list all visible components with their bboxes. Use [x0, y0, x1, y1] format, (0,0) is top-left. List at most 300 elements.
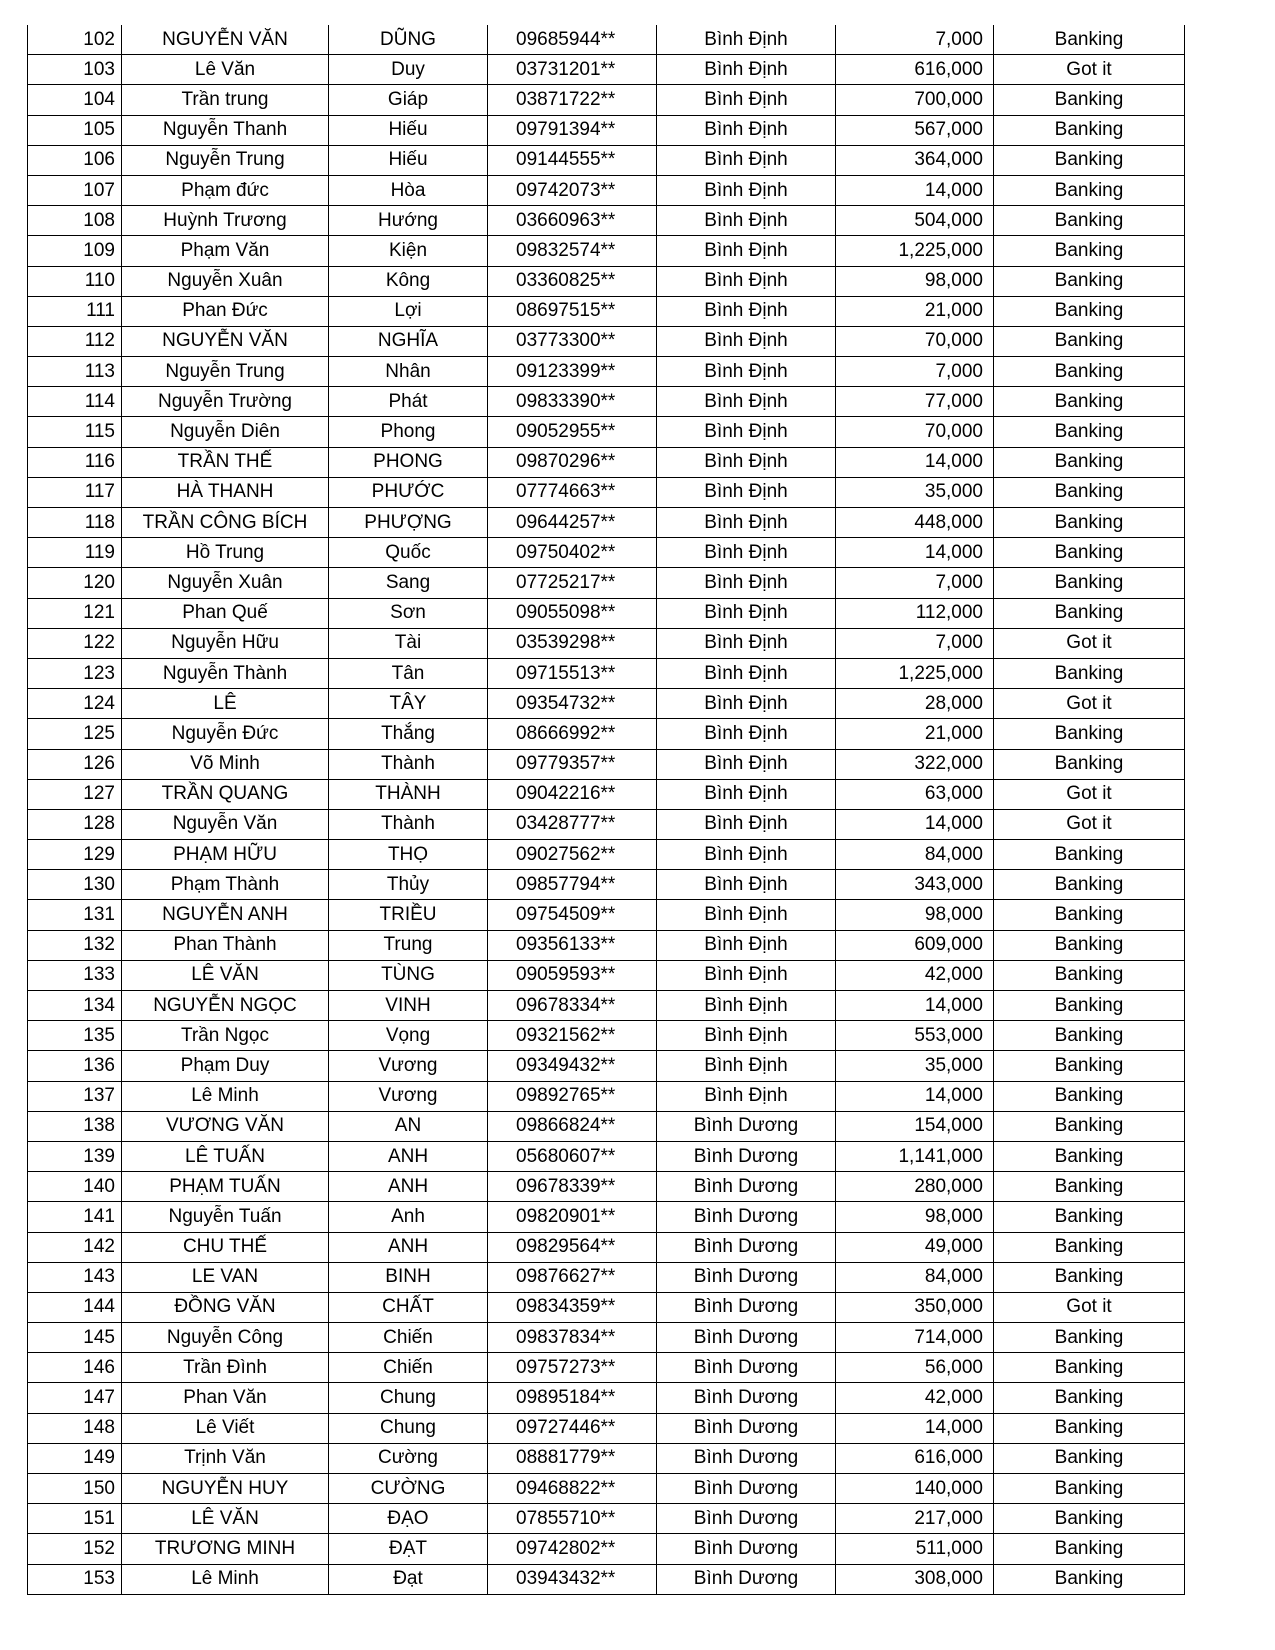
amount-cell: 7,000: [836, 568, 994, 598]
row-number: 119: [28, 538, 122, 568]
province-cell: Bình Định: [657, 900, 836, 930]
first-name-cell: Đạt: [329, 1564, 488, 1594]
table-row: [28, 749, 1185, 779]
amount-cell: 35,000: [836, 1051, 994, 1081]
status-cell: Banking: [994, 1323, 1185, 1353]
first-name-cell: THÀNH: [329, 779, 488, 809]
last-name-cell: Phạm đức: [122, 175, 329, 205]
first-name-cell: Kông: [329, 266, 488, 296]
first-name-cell: THỌ: [329, 840, 488, 870]
amount-cell: 448,000: [836, 508, 994, 538]
status-cell: Banking: [994, 1474, 1185, 1504]
status-cell: Banking: [994, 508, 1185, 538]
province-cell: Bình Định: [657, 568, 836, 598]
status-cell: Banking: [994, 25, 1185, 55]
row-number: 104: [28, 85, 122, 115]
amount-cell: 21,000: [836, 719, 994, 749]
province-cell: Bình Dương: [657, 1383, 836, 1413]
province-cell: Bình Dương: [657, 1504, 836, 1534]
province-cell: Bình Định: [657, 598, 836, 628]
table-row: [28, 115, 1185, 145]
amount-cell: 364,000: [836, 145, 994, 175]
row-number: 142: [28, 1232, 122, 1262]
first-name-cell: Phong: [329, 417, 488, 447]
last-name-cell: Nguyễn Xuân: [122, 266, 329, 296]
province-cell: Bình Định: [657, 357, 836, 387]
status-cell: Banking: [994, 960, 1185, 990]
table-row: [28, 628, 1185, 658]
table-row: [28, 508, 1185, 538]
table-row: [28, 85, 1185, 115]
status-cell: Banking: [994, 1262, 1185, 1292]
row-number: 106: [28, 145, 122, 175]
table-row: [28, 55, 1185, 85]
last-name-cell: TRƯƠNG MINH: [122, 1534, 329, 1564]
status-cell: Banking: [994, 1564, 1185, 1594]
amount-cell: 343,000: [836, 870, 994, 900]
province-cell: Bình Định: [657, 719, 836, 749]
status-cell: Banking: [994, 1141, 1185, 1171]
province-cell: Bình Định: [657, 25, 836, 55]
row-number: 130: [28, 870, 122, 900]
table-body: [28, 25, 1185, 1594]
province-cell: Bình Định: [657, 689, 836, 719]
table-row: [28, 960, 1185, 990]
row-number: 145: [28, 1323, 122, 1353]
province-cell: Bình Định: [657, 870, 836, 900]
province-cell: Bình Định: [657, 809, 836, 839]
status-cell: Banking: [994, 1504, 1185, 1534]
status-cell: Banking: [994, 598, 1185, 628]
amount-cell: 567,000: [836, 115, 994, 145]
first-name-cell: Chung: [329, 1413, 488, 1443]
phone-cell: 09742802**: [488, 1534, 657, 1564]
last-name-cell: HÀ THANH: [122, 477, 329, 507]
phone-cell: 09027562**: [488, 840, 657, 870]
province-cell: Bình Dương: [657, 1323, 836, 1353]
first-name-cell: Hiếu: [329, 145, 488, 175]
last-name-cell: Trần trung: [122, 85, 329, 115]
amount-cell: 714,000: [836, 1323, 994, 1353]
table-row: [28, 779, 1185, 809]
row-number: 103: [28, 55, 122, 85]
last-name-cell: Phan Quế: [122, 598, 329, 628]
status-cell: Banking: [994, 296, 1185, 326]
row-number: 125: [28, 719, 122, 749]
row-number: 152: [28, 1534, 122, 1564]
amount-cell: 7,000: [836, 628, 994, 658]
phone-cell: 09742073**: [488, 175, 657, 205]
phone-cell: 03360825**: [488, 266, 657, 296]
province-cell: Bình Dương: [657, 1292, 836, 1322]
table-row: [28, 266, 1185, 296]
row-number: 118: [28, 508, 122, 538]
amount-cell: 42,000: [836, 960, 994, 990]
amount-cell: 98,000: [836, 1202, 994, 1232]
status-cell: Banking: [994, 1413, 1185, 1443]
phone-cell: 03871722**: [488, 85, 657, 115]
table-row: [28, 991, 1185, 1021]
first-name-cell: BINH: [329, 1262, 488, 1292]
first-name-cell: NGHĨA: [329, 326, 488, 356]
province-cell: Bình Định: [657, 206, 836, 236]
phone-cell: 09779357**: [488, 749, 657, 779]
last-name-cell: Trần Đình: [122, 1353, 329, 1383]
status-cell: Got it: [994, 55, 1185, 85]
row-number: 114: [28, 387, 122, 417]
province-cell: Bình Định: [657, 417, 836, 447]
table-row: [28, 1353, 1185, 1383]
phone-cell: 09895184**: [488, 1383, 657, 1413]
amount-cell: 56,000: [836, 1353, 994, 1383]
last-name-cell: Lê Văn: [122, 55, 329, 85]
last-name-cell: Phạm Thành: [122, 870, 329, 900]
province-cell: Bình Dương: [657, 1172, 836, 1202]
table-row: [28, 930, 1185, 960]
province-cell: Bình Định: [657, 749, 836, 779]
status-cell: Banking: [994, 930, 1185, 960]
row-number: 102: [28, 25, 122, 55]
status-cell: Got it: [994, 628, 1185, 658]
last-name-cell: VƯƠNG VĂN: [122, 1111, 329, 1141]
first-name-cell: Phát: [329, 387, 488, 417]
first-name-cell: DŨNG: [329, 25, 488, 55]
status-cell: Banking: [994, 1081, 1185, 1111]
first-name-cell: CƯỜNG: [329, 1474, 488, 1504]
row-number: 136: [28, 1051, 122, 1081]
table-row: [28, 1383, 1185, 1413]
amount-cell: 42,000: [836, 1383, 994, 1413]
first-name-cell: CHẤT: [329, 1292, 488, 1322]
province-cell: Bình Định: [657, 658, 836, 688]
row-number: 105: [28, 115, 122, 145]
last-name-cell: Nguyễn Trường: [122, 387, 329, 417]
table-row: [28, 417, 1185, 447]
status-cell: Banking: [994, 206, 1185, 236]
status-cell: Banking: [994, 417, 1185, 447]
province-cell: Bình Định: [657, 628, 836, 658]
status-cell: Banking: [994, 85, 1185, 115]
last-name-cell: Nguyễn Đức: [122, 719, 329, 749]
first-name-cell: Cường: [329, 1443, 488, 1473]
table-row: [28, 326, 1185, 356]
phone-cell: 09685944**: [488, 25, 657, 55]
phone-cell: 09857794**: [488, 870, 657, 900]
status-cell: Banking: [994, 749, 1185, 779]
table-row: [28, 1172, 1185, 1202]
row-number: 126: [28, 749, 122, 779]
row-number: 153: [28, 1564, 122, 1594]
first-name-cell: Giáp: [329, 85, 488, 115]
table-row: [28, 538, 1185, 568]
first-name-cell: ANH: [329, 1232, 488, 1262]
last-name-cell: NGUYỄN VĂN: [122, 25, 329, 55]
table-row: [28, 357, 1185, 387]
phone-cell: 09870296**: [488, 447, 657, 477]
phone-cell: 09715513**: [488, 658, 657, 688]
phone-cell: 09042216**: [488, 779, 657, 809]
amount-cell: 1,225,000: [836, 236, 994, 266]
table-row: [28, 175, 1185, 205]
first-name-cell: Chung: [329, 1383, 488, 1413]
last-name-cell: Lê Viết: [122, 1413, 329, 1443]
amount-cell: 14,000: [836, 1081, 994, 1111]
last-name-cell: Phan Thành: [122, 930, 329, 960]
row-number: 111: [28, 296, 122, 326]
table-row: [28, 568, 1185, 598]
row-number: 128: [28, 809, 122, 839]
last-name-cell: Nguyễn Xuân: [122, 568, 329, 598]
phone-cell: 08881779**: [488, 1443, 657, 1473]
table-row: [28, 719, 1185, 749]
status-cell: Banking: [994, 1021, 1185, 1051]
phone-cell: 09052955**: [488, 417, 657, 447]
last-name-cell: Trịnh Văn: [122, 1443, 329, 1473]
amount-cell: 112,000: [836, 598, 994, 628]
row-number: 131: [28, 900, 122, 930]
last-name-cell: Phạm Duy: [122, 1051, 329, 1081]
status-cell: Banking: [994, 145, 1185, 175]
table-row: [28, 1141, 1185, 1171]
amount-cell: 1,141,000: [836, 1141, 994, 1171]
phone-cell: 09321562**: [488, 1021, 657, 1051]
first-name-cell: VINH: [329, 991, 488, 1021]
last-name-cell: Phạm Văn: [122, 236, 329, 266]
phone-cell: 09144555**: [488, 145, 657, 175]
last-name-cell: Lê Minh: [122, 1081, 329, 1111]
phone-cell: 09876627**: [488, 1262, 657, 1292]
status-cell: Banking: [994, 900, 1185, 930]
province-cell: Bình Định: [657, 960, 836, 990]
amount-cell: 21,000: [836, 296, 994, 326]
row-number: 141: [28, 1202, 122, 1232]
amount-cell: 7,000: [836, 25, 994, 55]
row-number: 108: [28, 206, 122, 236]
province-cell: Bình Định: [657, 1081, 836, 1111]
amount-cell: 7,000: [836, 357, 994, 387]
province-cell: Bình Định: [657, 779, 836, 809]
province-cell: Bình Dương: [657, 1353, 836, 1383]
phone-cell: 09678339**: [488, 1172, 657, 1202]
first-name-cell: Quốc: [329, 538, 488, 568]
row-number: 140: [28, 1172, 122, 1202]
first-name-cell: PHONG: [329, 447, 488, 477]
province-cell: Bình Dương: [657, 1443, 836, 1473]
phone-cell: 09754509**: [488, 900, 657, 930]
last-name-cell: Nguyễn Công: [122, 1323, 329, 1353]
phone-cell: 05680607**: [488, 1141, 657, 1171]
row-number: 146: [28, 1353, 122, 1383]
status-cell: Banking: [994, 538, 1185, 568]
province-cell: Bình Định: [657, 508, 836, 538]
province-cell: Bình Định: [657, 236, 836, 266]
amount-cell: 84,000: [836, 840, 994, 870]
last-name-cell: NGUYỄN VĂN: [122, 326, 329, 356]
status-cell: Banking: [994, 266, 1185, 296]
status-cell: Banking: [994, 1353, 1185, 1383]
phone-cell: 09644257**: [488, 508, 657, 538]
table-row: [28, 296, 1185, 326]
status-cell: Banking: [994, 1111, 1185, 1141]
phone-cell: 09750402**: [488, 538, 657, 568]
province-cell: Bình Dương: [657, 1474, 836, 1504]
first-name-cell: Tài: [329, 628, 488, 658]
province-cell: Bình Định: [657, 447, 836, 477]
row-number: 133: [28, 960, 122, 990]
province-cell: Bình Định: [657, 538, 836, 568]
province-cell: Bình Định: [657, 175, 836, 205]
status-cell: Banking: [994, 175, 1185, 205]
last-name-cell: Võ Minh: [122, 749, 329, 779]
row-number: 120: [28, 568, 122, 598]
province-cell: Bình Định: [657, 1051, 836, 1081]
province-cell: Bình Định: [657, 266, 836, 296]
amount-cell: 700,000: [836, 85, 994, 115]
status-cell: Got it: [994, 689, 1185, 719]
status-cell: Banking: [994, 115, 1185, 145]
first-name-cell: TÂY: [329, 689, 488, 719]
province-cell: Bình Dương: [657, 1111, 836, 1141]
first-name-cell: Duy: [329, 55, 488, 85]
phone-cell: 09349432**: [488, 1051, 657, 1081]
phone-cell: 09837834**: [488, 1323, 657, 1353]
phone-cell: 09834359**: [488, 1292, 657, 1322]
last-name-cell: Hồ Trung: [122, 538, 329, 568]
table-row: [28, 236, 1185, 266]
phone-cell: 09678334**: [488, 991, 657, 1021]
amount-cell: 553,000: [836, 1021, 994, 1051]
amount-cell: 511,000: [836, 1534, 994, 1564]
phone-cell: 09892765**: [488, 1081, 657, 1111]
last-name-cell: LÊ: [122, 689, 329, 719]
amount-cell: 14,000: [836, 1413, 994, 1443]
amount-cell: 504,000: [836, 206, 994, 236]
table-row: [28, 689, 1185, 719]
province-cell: Bình Định: [657, 145, 836, 175]
table-row: [28, 1111, 1185, 1141]
first-name-cell: Thủy: [329, 870, 488, 900]
table-row: [28, 1323, 1185, 1353]
amount-cell: 140,000: [836, 1474, 994, 1504]
amount-cell: 1,225,000: [836, 658, 994, 688]
first-name-cell: ĐẠT: [329, 1534, 488, 1564]
last-name-cell: TRẦN THẾ: [122, 447, 329, 477]
first-name-cell: Sang: [329, 568, 488, 598]
status-cell: Banking: [994, 719, 1185, 749]
table-row: [28, 1443, 1185, 1473]
status-cell: Banking: [994, 387, 1185, 417]
first-name-cell: TÙNG: [329, 960, 488, 990]
status-cell: Banking: [994, 1051, 1185, 1081]
first-name-cell: ANH: [329, 1141, 488, 1171]
last-name-cell: ĐỒNG VĂN: [122, 1292, 329, 1322]
status-cell: Banking: [994, 568, 1185, 598]
phone-cell: 09791394**: [488, 115, 657, 145]
last-name-cell: NGUYỄN ANH: [122, 900, 329, 930]
row-number: 112: [28, 326, 122, 356]
phone-cell: 03660963**: [488, 206, 657, 236]
first-name-cell: Chiến: [329, 1323, 488, 1353]
province-cell: Bình Dương: [657, 1534, 836, 1564]
row-number: 117: [28, 477, 122, 507]
row-number: 116: [28, 447, 122, 477]
first-name-cell: Hướng: [329, 206, 488, 236]
table-row: [28, 900, 1185, 930]
last-name-cell: Nguyễn Tuấn: [122, 1202, 329, 1232]
status-cell: Banking: [994, 1202, 1185, 1232]
table-row: [28, 206, 1185, 236]
last-name-cell: Nguyễn Hữu: [122, 628, 329, 658]
phone-cell: 03773300**: [488, 326, 657, 356]
last-name-cell: CHU THẾ: [122, 1232, 329, 1262]
amount-cell: 350,000: [836, 1292, 994, 1322]
table-row: [28, 477, 1185, 507]
last-name-cell: Nguyễn Trung: [122, 357, 329, 387]
last-name-cell: NGUYỄN HUY: [122, 1474, 329, 1504]
first-name-cell: Trung: [329, 930, 488, 960]
status-cell: Banking: [994, 658, 1185, 688]
phone-cell: 09055098**: [488, 598, 657, 628]
table-row: [28, 1202, 1185, 1232]
amount-cell: 70,000: [836, 326, 994, 356]
province-cell: Bình Định: [657, 85, 836, 115]
first-name-cell: Thành: [329, 749, 488, 779]
amount-cell: 14,000: [836, 447, 994, 477]
province-cell: Bình Dương: [657, 1564, 836, 1594]
status-cell: Banking: [994, 1534, 1185, 1564]
last-name-cell: Lê Minh: [122, 1564, 329, 1594]
first-name-cell: PHƯỚC: [329, 477, 488, 507]
phone-cell: 09354732**: [488, 689, 657, 719]
table-row: [28, 1534, 1185, 1564]
last-name-cell: Huỳnh Trương: [122, 206, 329, 236]
row-number: 144: [28, 1292, 122, 1322]
table-row: [28, 1474, 1185, 1504]
table-row: [28, 1021, 1185, 1051]
amount-cell: 14,000: [836, 175, 994, 205]
row-number: 110: [28, 266, 122, 296]
phone-cell: 09727446**: [488, 1413, 657, 1443]
recipient-table: [27, 25, 1185, 1595]
amount-cell: 154,000: [836, 1111, 994, 1141]
province-cell: Bình Định: [657, 296, 836, 326]
last-name-cell: LÊ VĂN: [122, 1504, 329, 1534]
last-name-cell: Nguyễn Thành: [122, 658, 329, 688]
province-cell: Bình Định: [657, 840, 836, 870]
row-number: 124: [28, 689, 122, 719]
last-name-cell: TRẦN CÔNG BÍCH: [122, 508, 329, 538]
table-row: [28, 447, 1185, 477]
status-cell: Got it: [994, 1292, 1185, 1322]
last-name-cell: LE VAN: [122, 1262, 329, 1292]
amount-cell: 98,000: [836, 266, 994, 296]
table-row: [28, 1564, 1185, 1594]
first-name-cell: ANH: [329, 1172, 488, 1202]
first-name-cell: TRIỀU: [329, 900, 488, 930]
province-cell: Bình Dương: [657, 1262, 836, 1292]
amount-cell: 14,000: [836, 809, 994, 839]
first-name-cell: Hòa: [329, 175, 488, 205]
row-number: 148: [28, 1413, 122, 1443]
phone-cell: 09356133**: [488, 930, 657, 960]
amount-cell: 14,000: [836, 991, 994, 1021]
table-row: [28, 809, 1185, 839]
last-name-cell: LÊ VĂN: [122, 960, 329, 990]
row-number: 127: [28, 779, 122, 809]
phone-cell: 07855710**: [488, 1504, 657, 1534]
table-row: [28, 1504, 1185, 1534]
row-number: 143: [28, 1262, 122, 1292]
